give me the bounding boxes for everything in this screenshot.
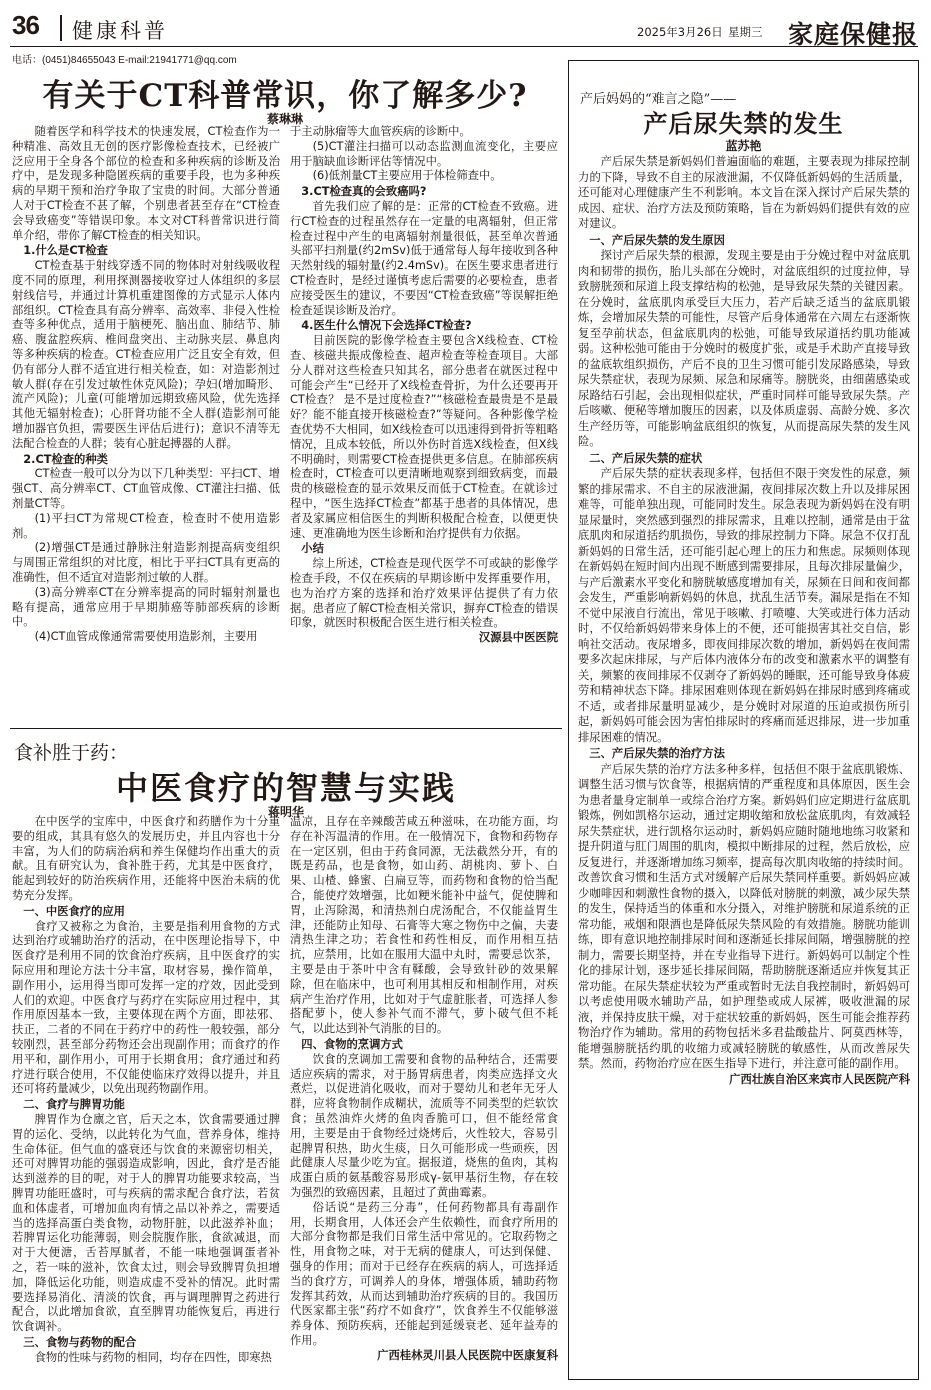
newspaper-name: 家庭保健报 <box>787 20 918 49</box>
paragraph: (2)增强CT是通过静脉注射造影剂提高病变组织与周围正常组织的对比度，相比于平扫CT具有更高的准确性，但不适宜对造影剂过敏的人群。 <box>12 541 280 584</box>
article-source: 广西壮族自治区来宾市人民医院产科 <box>729 1072 910 1086</box>
paragraph: 脾胃作为仓廪之官，后天之本，饮食需要通过脾胃的运化、受纳，以此转化为气血，营养身体，维持生命体征。但气血的盛衰还与饮食的来源密切相关，还可对脾胃功能的强弱造成影响，因此，食疗是否能达到滋养的目的呢，对于人的脾胃功能要求较高，当脾胃功能旺盛时，可与疾病的需求配合食疗法，若贫血和体虚者，可增加血肉有情之品以补养之，需要适当的选择高蛋白类食物，动物肝脏，以此滋养补血；若脾胃运化功能薄弱，则会脘腹作胀，食欲减退，而对于大便溏，舌苔厚腻者，不能一味地强调蛋者补之，若一味的滋补，饮食太过，则会导致脾胃负担增加，降低运化功能，则造成虚不受补的情况。此时需要选择易消化、清淡的饮食，再与调理脾胃之药进行配合，以此增加食欲，直至脾胃功能恢复后，再进行饮食调补。 <box>12 1112 280 1334</box>
article2-author: 蒋明华 <box>267 805 304 819</box>
section-heading: 1.什么是CT检查 <box>23 244 108 258</box>
section-heading: 一、中医食疗的应用 <box>23 904 125 918</box>
issue-date: 2025年3月26日 <box>637 25 723 39</box>
article1-column-2 <box>290 125 558 646</box>
section-heading: 3.CT检查真的会致癌吗? <box>301 185 427 199</box>
paragraph: 食疗又被称之为食治，主要是指利用食物的方式达到治疗或辅助治疗的活动，在中医理论指导下，中医食疗是利用不同的饮食治疗疾病，且中医食疗的实际应用和理论方法十分丰富，取材容易，操作简单，副作用小，运用得当即可发挥一定的疗效，因此受到人们的欢迎。中医食疗与药疗在实际应用过程中，其作用原因基本一致，主要体现在两个方面，即祛邪、扶正，二者的不同在于药疗中的药性一般较强，部分较刚烈，甚至部分药物还会出现副作用；而食疗的作用平和，副作用小，可用于长期食用；食疗通过和药疗进行联合使用，不仅能使临床疗效得以提升，并且还可将药量减少，以免出现药物副作用。 <box>12 919 280 1096</box>
article-divider <box>10 728 562 729</box>
paragraph: (1)平扫CT为常规CT检查，检查时不使用造影剂。 <box>12 511 280 540</box>
article2-title: 中医食疗的智慧与实践 <box>115 769 456 807</box>
paragraph: 产后尿失禁的治疗方法多种多样，包括但不限于盆底肌锻炼、调整生活习惯与饮食等，根据病情的严重程度和具体原因，医生会为患者量身定制单一或综合治疗方案。新妈妈们应定期进行盆底肌锻炼，例如凯格尔运动，通过定期收缩和放松盆底肌肉，有效减轻尿失禁症状，进行凯格尔运动时，新妈妈应随时随地地练习收紧和提升阴道与肛门周围的肌肉，模拟中断排尿的过程，然后放松，应反复进行，并逐渐增加练习频率，提高每次肌肉收缩的持续时间。改善饮食习惯和生活方式对缓解产后尿失禁同样重要。新妈妈应减少咖啡因和刺激性食物的摄入，以降低对膀胱的刺激，减少尿失禁的发生，保持适当的体重和水分摄入，对维护膀胱和尿道系统的正常功能，戒烟和限酒也是降低尿失禁风险的有效措施。膀胱功能训练，即有意识地控制排尿时间和逐渐延长排尿间隔，增强膀胱的控制力，需要长期坚持，并在专业指导下进行。新妈妈可以制定个性化的排尿计划，逐步延长排尿间隔，帮助膀胱逐渐适应并恢复其正常功能。在尿失禁症状较为严重或暂时无法自我控制时，新妈妈可以考虑使用吸水辅助产品，如护理垫或成人尿裤，吸收泄漏的尿液，并保持皮肤干燥，对于症状较重的新妈妈，医生可能会推荐药物治疗作为辅助。常用的药物包括米多君盐酸盐片、阿莫西林等，能增强膀胱括约肌的收缩力或减轻膀胱的敏感性，从而改善尿失禁。然而，药物治疗应在医生指导下进行，并注意可能的副作用。 <box>578 762 910 1070</box>
article2-column-2 <box>290 815 558 1363</box>
article2-column-1 <box>12 815 280 1365</box>
article3-author: 蓝苏艳 <box>725 139 762 153</box>
section-heading: 二、食疗与脾胃功能 <box>23 1098 125 1112</box>
section-heading: 二、产后尿失禁的症状 <box>589 451 703 465</box>
paragraph: 产后尿失禁是新妈妈们普遍面临的难题，主要表现为排尿控制力的下降，导致不自主的尿液泄漏，不仅降低新妈妈的生活质量，还可能对心理健康产生不利影响。本文旨在深入探讨产后尿失禁的成因、症状、治疗方法及预防策略，旨在为新妈妈们提供有效的应对建议。 <box>578 155 910 230</box>
paragraph: 产后尿失禁的症状表现多样，包括但不限于突发性的尿意，频繁的排尿需求、不自主的尿液泄漏，夜间排尿次数上升以及排尿困难等，可能单独出现，可能同时发生。尿急表现为新妈妈在没有明显尿量时，突然感到强烈的排尿需求，且难以控制，通常是由于盆底肌肉和尿道括约肌损伤，导致的排尿控制力下降。尿急不仅打乱新妈妈的日常生活，还可能引起心理上的压力和焦虑。尿频则体现在新妈妈在短时间内出现不断感到需要排尿，且每次排尿量偏少，与产后激素水平变化和膀胱敏感度增加有关，尿频在日间和夜间都会发生，严重影响新妈妈的休息，扰乱生活节奏。漏尿是指在不知不觉中尿液自行流出，常见于咳嗽、打喷嚏、大笑或进行体力活动时，不仅给新妈妈带来身体上的不便，还可能损害其社交自信，影响社交活动。夜尿增多，即夜间排尿次数的增加，新妈妈在夜间需要多次起床排尿，与产后体内液体分布的改变和激素水平的调整有关，频繁的夜间排尿不仅剥夺了新妈妈的睡眠，还可能导致身体疲劳和精神状态下降。排尿困难则体现在新妈妈在排尿时感到疼痛或不适，或者排尿量明显减少，是分娩时对尿道的压迫或损伤所引起，新妈妈可能会因为害怕排尿时的疼痛而延迟排尿，进一步加重排尿困难的情况。 <box>578 467 910 744</box>
article-source: 汉源县中医医院 <box>478 631 558 645</box>
paragraph: (5)CT灌注扫描可以动态监测血流变化，主要应用于脑缺血诊断评估等情况中。 <box>290 139 558 168</box>
contact-line: 电话：(0451)84655043 E-mail:21941771@qq.com <box>12 55 237 66</box>
article3-body <box>578 154 910 1087</box>
article1-title: 有关于CT科普常识，你了解多少? <box>42 78 528 114</box>
masthead-divider <box>60 15 62 41</box>
section-heading: 小结 <box>301 542 324 556</box>
article1-author: 蔡琳琳 <box>266 112 303 126</box>
paragraph: 温凉，且存在辛辣酸苦咸五种滋味，在功能方面，均存在补泻温清的作用。在一般情况下，食物和药物存在一定区别，但由于药食同源，无法截然分开，有的既是药品，也是食物，如山药、胡桃肉、萝卜、白果、山楂、蜂蜜、白扁豆等，而药物和食物的恰当配合，能使疗效增强，比如粳米能补中益气，促使脾和胃，止泻除渴，和清热剂白虎汤配合，不仅能益胃生津，还能防止知母、石膏等大寒之物伤中之偏，夫妻清热生津之功；若食性和药性相反，而作用相互拮抗，应禁用，比如在服用大温中丸时，需要忌饮茶，主要是由于茶叶中含有鞣酸，会导致针砂的效果解除，但在临床中，也可利用其相反和相制作用，对疾病产生治疗作用，比如对于气虚脏胀者，可选择人参搭配萝卜，使人参补气而不滞气，萝卜破气但不耗气，以此达到补气消胀的目的。 <box>290 815 558 1036</box>
section-heading: 四、食物的烹调方式 <box>301 1037 403 1051</box>
section-heading: 三、产后尿失禁的治疗方法 <box>589 747 725 760</box>
article-source: 广西桂林灵川县人民医院中医康复科 <box>377 1348 558 1362</box>
paragraph: (3)高分辨率CT在分辨率提高的同时辐射剂量也略有提高，通常应用于早期肺癌等肺部疾病的诊断中。 <box>12 585 280 629</box>
article1-column-1 <box>12 125 280 645</box>
paragraph: 探讨产后尿失禁的根源，发现主要是由于分娩过程中对盆底肌肉和韧带的损伤，胎儿头部在分娩时，对盆底组织的过度拉伸，导致膀胱颈和尿道上段支撑结构的松弛，是导致尿失禁的关键因素。在分娩时，盆底肌肉承受巨大压力，若产后缺乏适当的盆底肌锻炼，会增加尿失禁的可能性，尽管产后身体通常在六周左右逐渐恢复至孕前状态，但盆底肌肉的松弛，可能导致尿道括约肌功能减弱。这种松弛可能由于分娩时的极度扩张，或是手术助产直接导致的盆底软组织损伤，产后不良的卫生习惯可能引发尿路感染，导致尿失禁症状，表现为尿频、尿急和尿痛等。膀胱炎，由细菌感染或尿路结石引起，会出现相似症状，严重时同样可能导致尿失禁。产后咳嗽、便秘等增加腹压的因素，以及体质虚弱、高龄分娩、多次生产经历等，可能影响盆底组织的恢复，从而提高尿失禁的发生风险。 <box>578 249 910 448</box>
masthead <box>10 10 918 47</box>
paragraph: 综上所述，CT检查是现代医学不可或缺的影像学检查手段，不仅在疾病的早期诊断中发挥重要作用，也为治疗方案的选择和治疗效果评估提供了有力依据。患者应了解CT检查相关常识，摒弃CT检查的错误印象，就医时积极配合医生进行相关检查。 <box>290 557 558 630</box>
paragraph: CT检查基于射线穿透不同的物体时对射线吸收程度不同的原理，利用探测器接收穿过人体组织的多层射线信号，并通过计算机重建图像的方式显示人体内部组织。CT检查具有高分辨率、高效率、非侵入性检查等多种优点，适用于脑梗死、脑出血、肺结节、肺癌、腹盆腔疾病、椎间盘突出、主动脉夹层、鼻息肉等多种疾病的检查。CT检查应用广泛且安全有效，但仍有部分人群不适宜进行相关检查，如：对造影剂过敏人群(存在引发过敏性休克风险)；孕妇(增加畸形、流产风险)；儿童(可能增加远期致癌风险，优先选择其他无辐射检查)；心肝肾功能不全人群(造影剂可能增加器官负担，需要医生评估后进行)；意识不清等无法配合检查的人群；装有心脏起搏器的人群。 <box>12 259 280 450</box>
paragraph: 饮食的烹调加工需要和食物的品种结合，还需要适应疾病的需求，对于肠胃病患者，肉类应选择文火煮烂，以促进消化吸收，而对于婴幼儿和老年无牙人群，应将食物制作成糊状，流质等不同类型的烂软饮食；虽然油炸火烤的鱼肉香脆可口，但不能经常食用，主要是由于食物经过烧烤后，火性较大，容易引起脾胃积热，助火生痰，日久可能形成一些顽疾，因此健康人尽量少吃为宜。据报道，烧焦的鱼肉，其构成蛋白质的氨基酸容易形成γ-氨甲基衍生物，存在较为强烈的致癌因素，且超过了黄曲霉素。 <box>290 1052 558 1199</box>
paragraph: 食物的性味与药物的相同，均存在四性，即寒热 <box>34 1350 272 1364</box>
section-heading: 一、产后尿失禁的发生原因 <box>589 233 725 247</box>
section-heading: 三、食物与药物的配合 <box>23 1335 137 1349</box>
article3-kicker: 产后妈妈的“难言之隐”—— <box>580 92 737 107</box>
article3-title: 产后尿失禁的发生 <box>643 109 844 138</box>
paragraph: 目前医院的影像学检查主要包含X线检查、CT检查、核磁共振成像检查、超声检查等检查项目。大部分人群对这些检查只知其名，部分患者在就医过程中可能会产生“已经开了X线检查骨折，为什么还要再开CT检查？ 是不是过度检查?”“核磁检查最贵是不是最好？能不能直接开核磁检查?”等疑问。各种影像学检查优势不大相同，如X线检查可以迅速得到骨折等粗略情况，且成本较低，所以外伤时首选X线检查，但X线不明确时，则需要CT检查提供更多信息。在肺部疾病检查时，CT检查可以更清晰地观察到细致病变，而最贵的核磁检查的显示效果反而低于CT检查。在就诊过程中，“医生选择CT检查”都基于患者的具体情况，患者及家属应相信医生的判断积极配合检查，以便更快速、更准确地为医生诊断和治疗提供有力依据。 <box>290 334 558 540</box>
article2-kicker: 食补胜于药： <box>14 742 129 764</box>
paragraph: (4)CT血管成像通常需要使用造影剂，主要用 <box>34 630 258 644</box>
paragraph: 随着医学和科学技术的快速发展，CT检查作为一种精准、高效且无创的医疗影像检查技术，已经被广泛应用于全身各个部位的检查和多种疾病的诊断及治疗中，是发现多种隐匿疾病的重要手段，也为多种疾病的早期干预和治疗争取了宝贵的时间。大部分普通人对于CT检查不甚了解，个别患者甚至存在“CT检查会导致癌变”等错误印象。本文对CT科普常识进行简单介绍，带你了解CT检查的相关知识。 <box>12 125 280 242</box>
paragraph: CT检查一般可以分为以下几种类型：平扫CT、增强CT、高分辨率CT、CT血管成像、CT灌注扫描、低剂量CT等。 <box>12 467 280 510</box>
paragraph: 俗话说“是药三分毒”，任何药物都具有毒副作用，长期食用，人体还会产生依赖性，而食疗所用的大部分食物都是我们日常生活中常见的。它取药物之性，用食物之味，对于无病的健康人，可达到保健、强身的作用；而对于已经存在疾病的病人，可选择适当的食疗方，可调养人的身体，增强体质，辅助药物发挥其药效，从而达到辅助治疗疾病的目的。我国历代医家都主张“药疗不如食疗”，饮食养生不仅能够滋养身体、预防疾病，还能起到延缓衰老、延年益寿的作用。 <box>290 1200 558 1347</box>
paragraph: 于主动脉瘤等大血管疾病的诊断中。 <box>290 125 471 138</box>
section-heading: 2.CT检查的种类 <box>23 452 108 466</box>
page-number: 36 <box>12 10 39 40</box>
paragraph: (6)低剂量CT主要应用于体检筛查中。 <box>312 169 502 183</box>
paragraph: 在中医学的宝库中，中医食疗和药膳作为十分重要的组成，其具有悠久的发展历史，并且内容也十分丰富，为人们的防病治病和养生保健均作出重大的贡献。且有研究认为，食补胜于药，尤其是中医食疗，能起到较好的防治疾病作用，还能将中医治未病的优势充分发挥。 <box>12 815 280 902</box>
section-title: 健康科普 <box>72 19 168 43</box>
section-heading: 4.医生什么情况下会选择CT检查? <box>301 319 472 333</box>
issue-weekday: 星期三 <box>728 25 763 39</box>
paragraph: 首先我们应了解的是：正常的CT检查不致癌。进行CT检查的过程虽然存在一定量的电离辐射，但正常检查过程中产生的电离辐射剂量很低，甚至单次普通头部平扫剂量(约2mSv)低于通常每人每年接收到各种天然射线的辐射量(约2.4mSv)。在医生要求患者进行CT检查时，是经过谨慎考虑后需要的必要检查，患者应接受医生的建议，不要因“CT检查致癌”等误解拒绝检查延误诊断及治疗。 <box>290 199 558 317</box>
